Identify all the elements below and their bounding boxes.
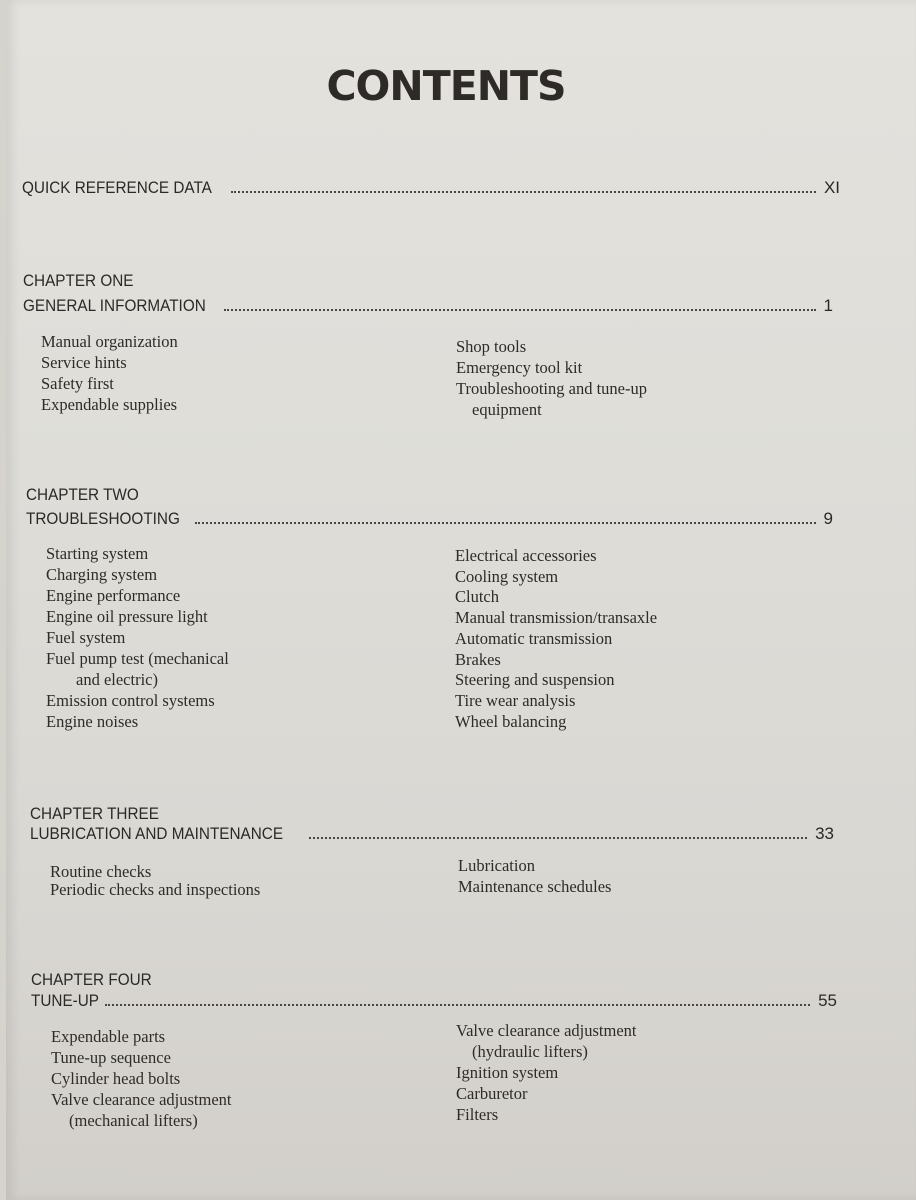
document-page [6,0,916,1200]
section-item: Tune-up sequence [51,1048,171,1067]
section-item: Cylinder head bolts [51,1069,181,1088]
section-item: Safety first [41,374,114,393]
chapter-number: CHAPTER THREE [30,804,159,823]
section-item: Charging system [46,565,158,584]
section-item: Fuel pump test (mechanical [46,649,229,668]
dot-leader [195,521,816,524]
section-item: Engine noises [46,712,139,731]
toc-page-number: 1 [823,296,833,315]
section-item: Automatic transmission [455,628,613,648]
section-list-left [41,331,178,415]
dot-leader [309,836,807,839]
toc-page-number: 33 [815,824,834,843]
toc-entry-chapter-three [30,824,834,844]
section-item: Periodic checks and inspections [50,880,261,899]
section-list-right [456,336,647,420]
section-item: Emission control systems [46,691,215,710]
section-item: Expendable parts [51,1027,166,1046]
section-item: Tire wear analysis [455,690,576,710]
dot-leader [231,190,816,193]
section-item: Manual transmission/transaxle [455,608,658,628]
chapter-number: CHAPTER TWO [26,485,139,504]
section-list-right [455,546,657,732]
section-item: equipment [472,400,542,419]
section-item: Valve clearance adjustment [456,1021,637,1040]
section-item: Engine oil pressure light [46,607,208,626]
toc-entry-label: LUBRICATION AND MAINTENANCE [30,824,284,843]
chapter-number: CHAPTER ONE [23,271,134,290]
section-item: Clutch [455,587,499,607]
chapter-number: CHAPTER FOUR [31,970,152,989]
toc-entry-quick-reference [22,178,840,198]
toc-entry-label: TUNE-UP [31,991,100,1010]
section-item: Emergency tool kit [456,358,583,377]
section-item: Filters [456,1105,499,1124]
section-item: Engine performance [46,586,181,605]
section-list-right [458,855,611,897]
section-item: Ignition system [456,1063,559,1082]
dot-leader [105,1003,811,1006]
toc-entry-label: QUICK REFERENCE DATA [22,178,212,197]
section-list-right [456,1020,637,1125]
toc-page-number: 55 [818,991,837,1010]
section-item: Electrical accessories [455,546,597,565]
toc-page-number: 9 [823,509,833,528]
section-list-left [50,861,260,900]
page-title: CONTENTS [326,62,566,110]
section-item: Wheel balancing [455,711,567,731]
toc-entry-label: TROUBLESHOOTING [26,509,180,528]
section-item: Service hints [41,353,127,372]
toc-page-number: XI [823,178,840,197]
section-item: Valve clearance adjustment [51,1090,232,1109]
dot-leader [224,308,815,311]
section-list-left [46,543,229,732]
toc-entry-chapter-one [23,296,833,316]
section-item: Cooling system [455,566,559,586]
section-item: Steering and suspension [455,670,615,690]
section-item: (hydraulic lifters) [472,1042,588,1061]
section-item: Brakes [455,649,501,669]
section-item: and electric) [76,670,158,689]
toc-entry-label: GENERAL INFORMATION [23,296,206,315]
section-item: Maintenance schedules [458,877,612,896]
section-item: Carburetor [456,1084,528,1103]
section-item: Lubrication [458,856,535,875]
section-item: Routine checks [50,862,152,881]
toc-entry-chapter-two [26,509,833,529]
section-item: Shop tools [456,337,527,356]
section-item: Manual organization [41,332,178,351]
section-item: Fuel system [46,628,126,647]
section-list-left [51,1026,232,1131]
toc-entry-chapter-four [31,991,837,1011]
section-item: Starting system [46,544,149,563]
section-item: Troubleshooting and tune-up [456,379,647,398]
section-item: Expendable supplies [41,395,178,414]
section-item: (mechanical lifters) [69,1111,198,1130]
